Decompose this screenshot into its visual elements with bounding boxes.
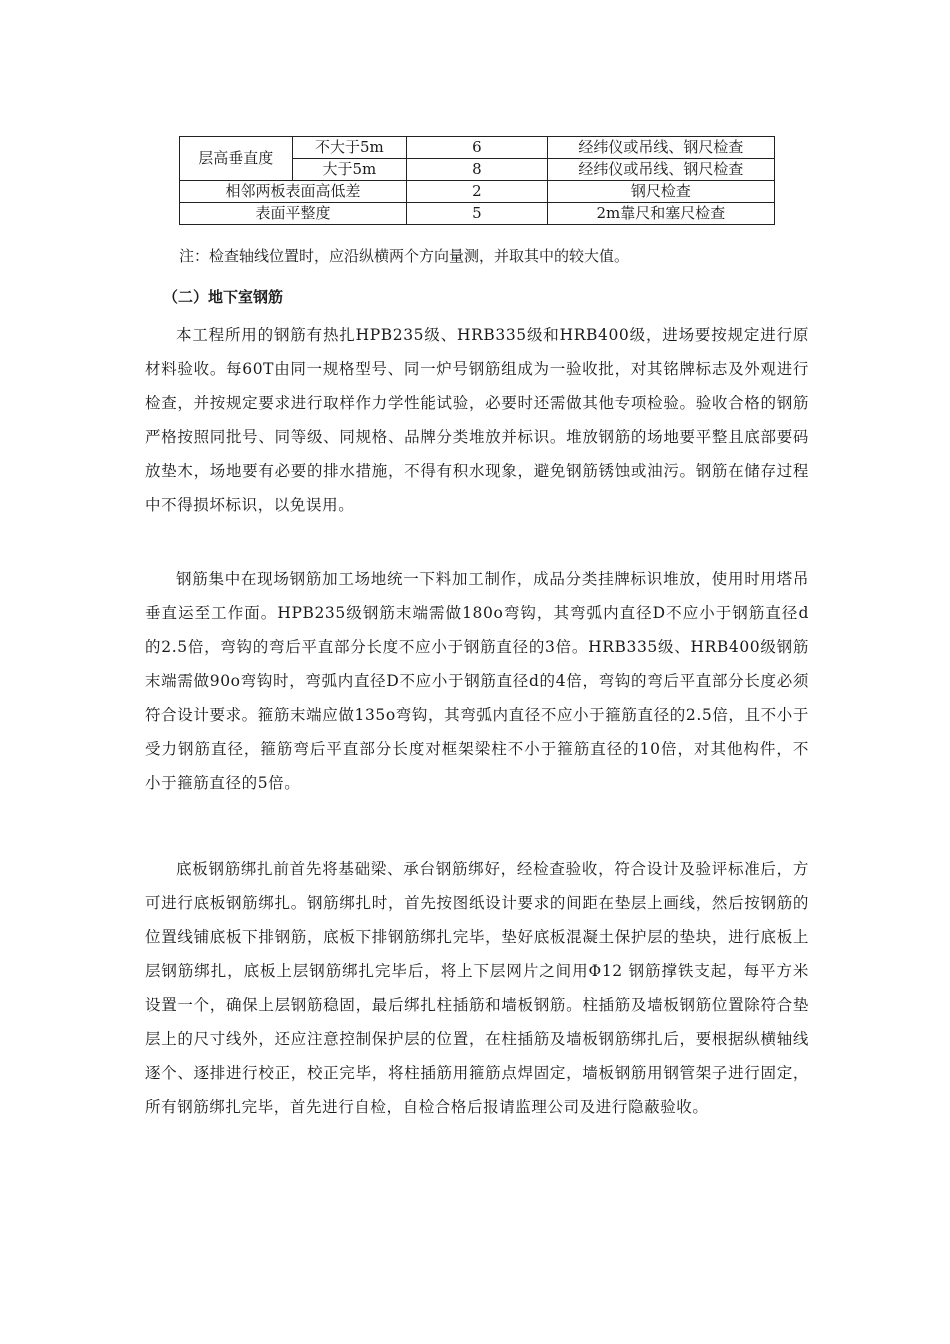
table-cell: 2 [407,181,548,203]
table-cell: 层高垂直度 [180,137,293,181]
table-cell: 5 [407,203,548,225]
table-cell: 经纬仪或吊线、钢尺检查 [547,159,774,181]
table-note: 注：检查轴线位置时，应沿纵横两个方向量测，并取其中的较大值。 [179,247,630,265]
table-cell: 相邻两板表面高低差 [180,181,407,203]
table-row [180,181,775,203]
table-cell: 6 [407,137,548,159]
table-cell: 大于5m [292,159,407,181]
table-cell: 钢尺检查 [547,181,774,203]
tolerance-table [179,136,775,225]
table-cell: 表面平整度 [180,203,407,225]
table-cell: 8 [407,159,548,181]
table-cell: 经纬仪或吊线、钢尺检查 [547,137,774,159]
table-cell: 不大于5m [292,137,407,159]
table-row [180,137,775,159]
table-cell: 2m靠尺和塞尺检查 [547,203,774,225]
section-heading: （二）地下室钢筋 [163,288,284,306]
paragraph: 本工程所用的钢筋有热扎HPB235级、HRB335级和HRB400级，进场要按规定进行原材料验收。每60T由同一规格型号、同一炉号钢筋组成为一验收批，对其铭牌标志及外观进行检查，并按规定要求进行取样作力学性能试验，必要时还需做其他专项检验。验收合格的钢筋严格按照同批号、同等级、同规格、品牌分类堆放并标识。堆放钢筋的场地要平整且底部要码放垫木，场地要有必要的排水措施，不得有积水现象，避免钢筋锈蚀或油污。钢筋在储存过程中不得损坏标识，以免误用。 [145,326,809,514]
paragraph: 底板钢筋绑扎前首先将基础梁、承台钢筋绑好，经检查验收，符合设计及验评标准后，方可进行底板钢筋绑扎。钢筋绑扎时，首先按图纸设计要求的间距在垫层上画线，然后按钢筋的位置线铺底板下排钢筋，底板下排钢筋绑扎完毕，垫好底板混凝土保护层的垫块，进行底板上层钢筋绑扎，底板上层钢筋绑扎完毕后，将上下层网片之间用Φ12 钢筋撑铁支起，每平方米设置一个，确保上层钢筋稳固，最后绑扎柱插筋和墙板钢筋。柱插筋及墙板钢筋位置除符合垫层上的尺寸线外，还应注意控制保护层的位置，在柱插筋及墙板钢筋绑扎后，要根据纵横轴线逐个、逐排进行校正，校正完毕，将柱插筋用箍筋点焊固定，墙板钢筋用钢管架子进行固定，所有钢筋绑扎完毕，首先进行自检，自检合格后报请监理公司及进行隐蔽验收。 [145,860,809,1116]
paragraph: 钢筋集中在现场钢筋加工场地统一下料加工制作，成品分类挂牌标识堆放，使用时用塔吊垂直运至工作面。HPB235级钢筋末端需做180o弯钩，其弯弧内直径D不应小于钢筋直径d的2.5倍，弯钩的弯后平直部分长度不应小于钢筋直径的3倍。HRB335级、HRB400级钢筋末端需做90o弯钩时，弯弧内直径D不应小于钢筋直径d的4倍，弯钩的弯后平直部分长度必须符合设计要求。箍筋末端应做135o弯钩，其弯弧内直径不应小于箍筋直径的2.5倍，且不小于受力钢筋直径，箍筋弯后平直部分长度对框架梁柱不小于箍筋直径的10倍，对其他构件，不小于箍筋直径的5倍。 [145,570,809,792]
table-row [180,203,775,225]
